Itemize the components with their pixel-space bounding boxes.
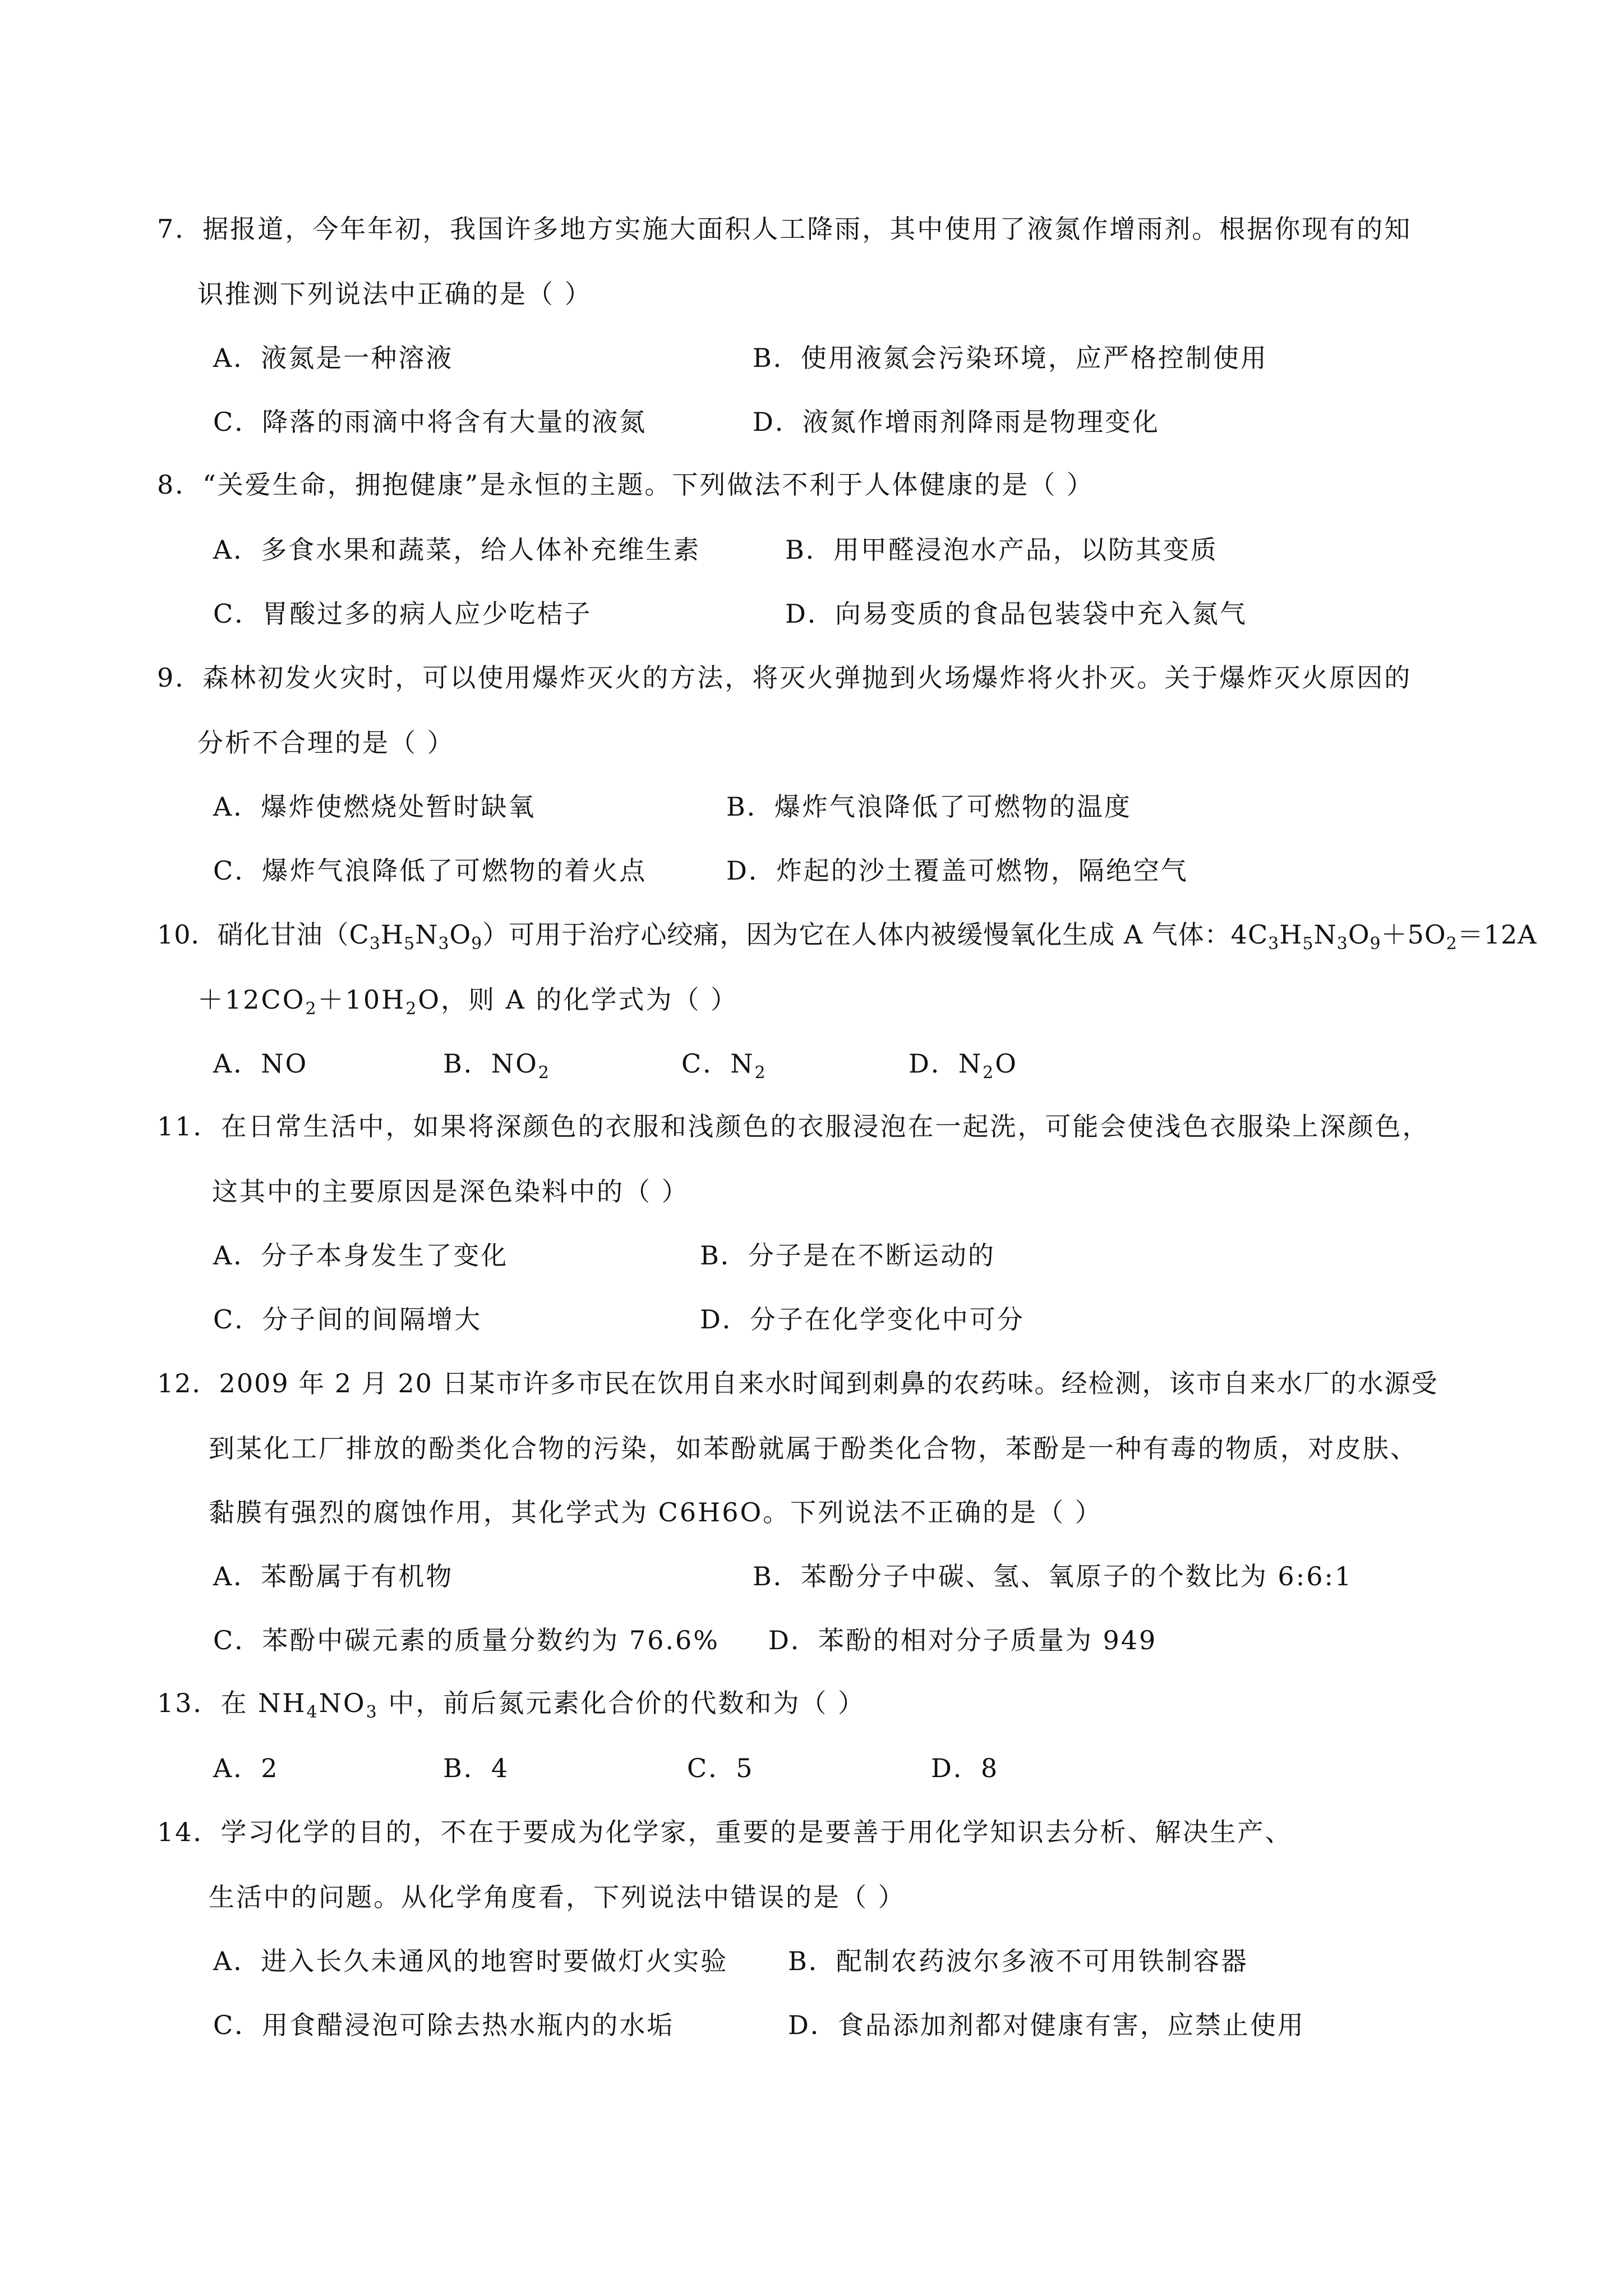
question-14-option-c: C．用食醋浸泡可除去热水瓶内的水垢 (213, 2010, 675, 2040)
question-7-option-c: C．降落的雨滴中将含有大量的液氮 (213, 407, 647, 437)
question-11-option-d: D．分子在化学变化中可分 (700, 1304, 1025, 1335)
question-11-line-1 (157, 1110, 1430, 1143)
question-9-option-d: D．炸起的沙土覆盖可燃物，隔绝空气 (726, 855, 1188, 886)
question-7-line-1 (157, 212, 1412, 246)
question-10-line-2: $+12CO_2+10H_2O$，则 A 的化学式为（ ） (197, 984, 739, 1019)
question-13-option-b: B．4 (443, 1753, 510, 1783)
question-8-option-a: A．多食水果和蔬菜，给人体补充维生素 (213, 535, 701, 565)
question-8-option-b: B．用甲醛浸泡水产品，以防其变质 (785, 535, 1218, 565)
question-12-line-3: 黏膜有强烈的腐蚀作用，其化学式为 C6H6O。下列说法不正确的是（ ） (209, 1497, 1103, 1527)
question-text: 森林初发火灾时，可以使用爆炸灭火的方法，将灭火弹抛到火场爆炸将火扑灭。关于爆炸灭火原因的 (202, 662, 1412, 693)
question-12-option-b: B．苯酚分子中碳、氢、氧原子的个数比为 6:6:1 (753, 1561, 1353, 1591)
question-14-line-1 (157, 1815, 1293, 1849)
question-number: 12． (157, 1368, 219, 1398)
question-14-option-d: D．食品添加剂都对健康有害，应禁止使用 (788, 2010, 1305, 2040)
question-7-option-d: D．液氮作增雨剂降雨是物理变化 (753, 407, 1160, 437)
question-11-line-2: 这其中的主要原因是深色染料中的（ ） (212, 1176, 689, 1207)
question-text: 2009 年 2 月 20 日某市许多市民在饮用自来水时闻到刺鼻的农药味。经检测，该市自来水厂的水源受 (219, 1368, 1438, 1398)
question-13-line-1: 13．在 $NH_4NO_3$ 中，前后氮元素化合价的代数和为（ ） (157, 1688, 865, 1723)
question-14-option-b: B．配制农药波尔多液不可用铁制容器 (788, 1946, 1248, 1976)
question-12-line-2: 到某化工厂排放的酚类化合物的污染，如苯酚就属于酚类化合物，苯酚是一种有毒的物质，对皮肤、 (209, 1433, 1418, 1464)
question-10-option-c: C．$N_2$ (681, 1048, 767, 1083)
question-text: “关爱生命，拥抱健康”是永恒的主题。下列做法不利于人体健康的是（ ） (202, 470, 1094, 500)
question-text: 据报道，今年年初，我国许多地方实施大面积人工降雨，其中使用了液氮作增雨剂。根据你现有的知 (202, 214, 1412, 244)
question-number: 11． (157, 1111, 221, 1142)
question-14-option-a: A．进入长久未通风的地窖时要做灯火实验 (213, 1946, 728, 1976)
question-12-option-a: A．苯酚属于有机物 (213, 1561, 454, 1591)
question-8-option-d: D．向易变质的食品包装袋中充入氮气 (785, 599, 1247, 629)
question-9-option-a: A．爆炸使燃烧处暂时缺氧 (213, 792, 536, 822)
question-number: 10． (157, 919, 218, 950)
question-number: 14． (157, 1817, 221, 1847)
question-number: 7． (157, 214, 203, 244)
question-number: 13． (157, 1688, 221, 1718)
question-11-option-a: A．分子本身发生了变化 (213, 1240, 509, 1271)
question-8-option-c: C．胃酸过多的病人应少吃桔子 (213, 599, 592, 629)
question-9-line-1 (157, 661, 1412, 694)
question-10-option-b: B．$NO_2$ (443, 1048, 551, 1083)
question-9-option-c: C．爆炸气浪降低了可燃物的着火点 (213, 855, 647, 886)
question-10-line-1: 10．硝化甘油$(C_3H_5N_3O_9)$可用于治疗心绞痛，因为它在人体内被缓慢氧化生成 A 气体：$4C_3H_5N_3O_9+5O_2=12A$ (157, 919, 1537, 954)
question-text: 学习化学的目的，不在于要成为化学家，重要的是要善于用化学知识去分析、解决生产、 (220, 1817, 1293, 1847)
question-7-line-2: 识推测下列说法中正确的是（ ） (197, 279, 592, 309)
question-13-option-a: A．2 (213, 1753, 279, 1783)
question-number: 8． (157, 470, 203, 500)
question-7-option-a: A．液氮是一种溶液 (213, 343, 454, 373)
question-13-option-d: D．8 (931, 1753, 999, 1783)
question-12-option-d: D．苯酚的相对分子质量为 949 (768, 1625, 1158, 1655)
question-12-option-c: C．苯酚中碳元素的质量分数约为 76.6% (213, 1625, 720, 1655)
question-11-option-c: C．分子间的间隔增大 (213, 1304, 482, 1335)
question-number: 9． (157, 662, 203, 693)
question-9-line-2: 分析不合理的是（ ） (197, 728, 455, 758)
question-9-option-b: B．爆炸气浪降低了可燃物的温度 (726, 792, 1132, 822)
question-10-option-a: A．NO (213, 1048, 308, 1079)
question-10-option-d: D．$N_2O$ (909, 1048, 1018, 1083)
question-text: 在日常生活中，如果将深颜色的衣服和浅颜色的衣服浸泡在一起洗，可能会使浅色衣服染上深颜色， (220, 1111, 1430, 1142)
question-14-line-2: 生活中的问题。从化学角度看，下列说法中错误的是（ ） (209, 1882, 906, 1912)
question-13-option-c: C．5 (687, 1753, 754, 1783)
question-12-line-1 (157, 1366, 1438, 1400)
question-11-option-b: B．分子是在不断运动的 (700, 1240, 995, 1271)
question-7-option-b: B．使用液氮会污染环境，应严格控制使用 (753, 343, 1268, 373)
question-8-line-1 (157, 468, 1094, 501)
